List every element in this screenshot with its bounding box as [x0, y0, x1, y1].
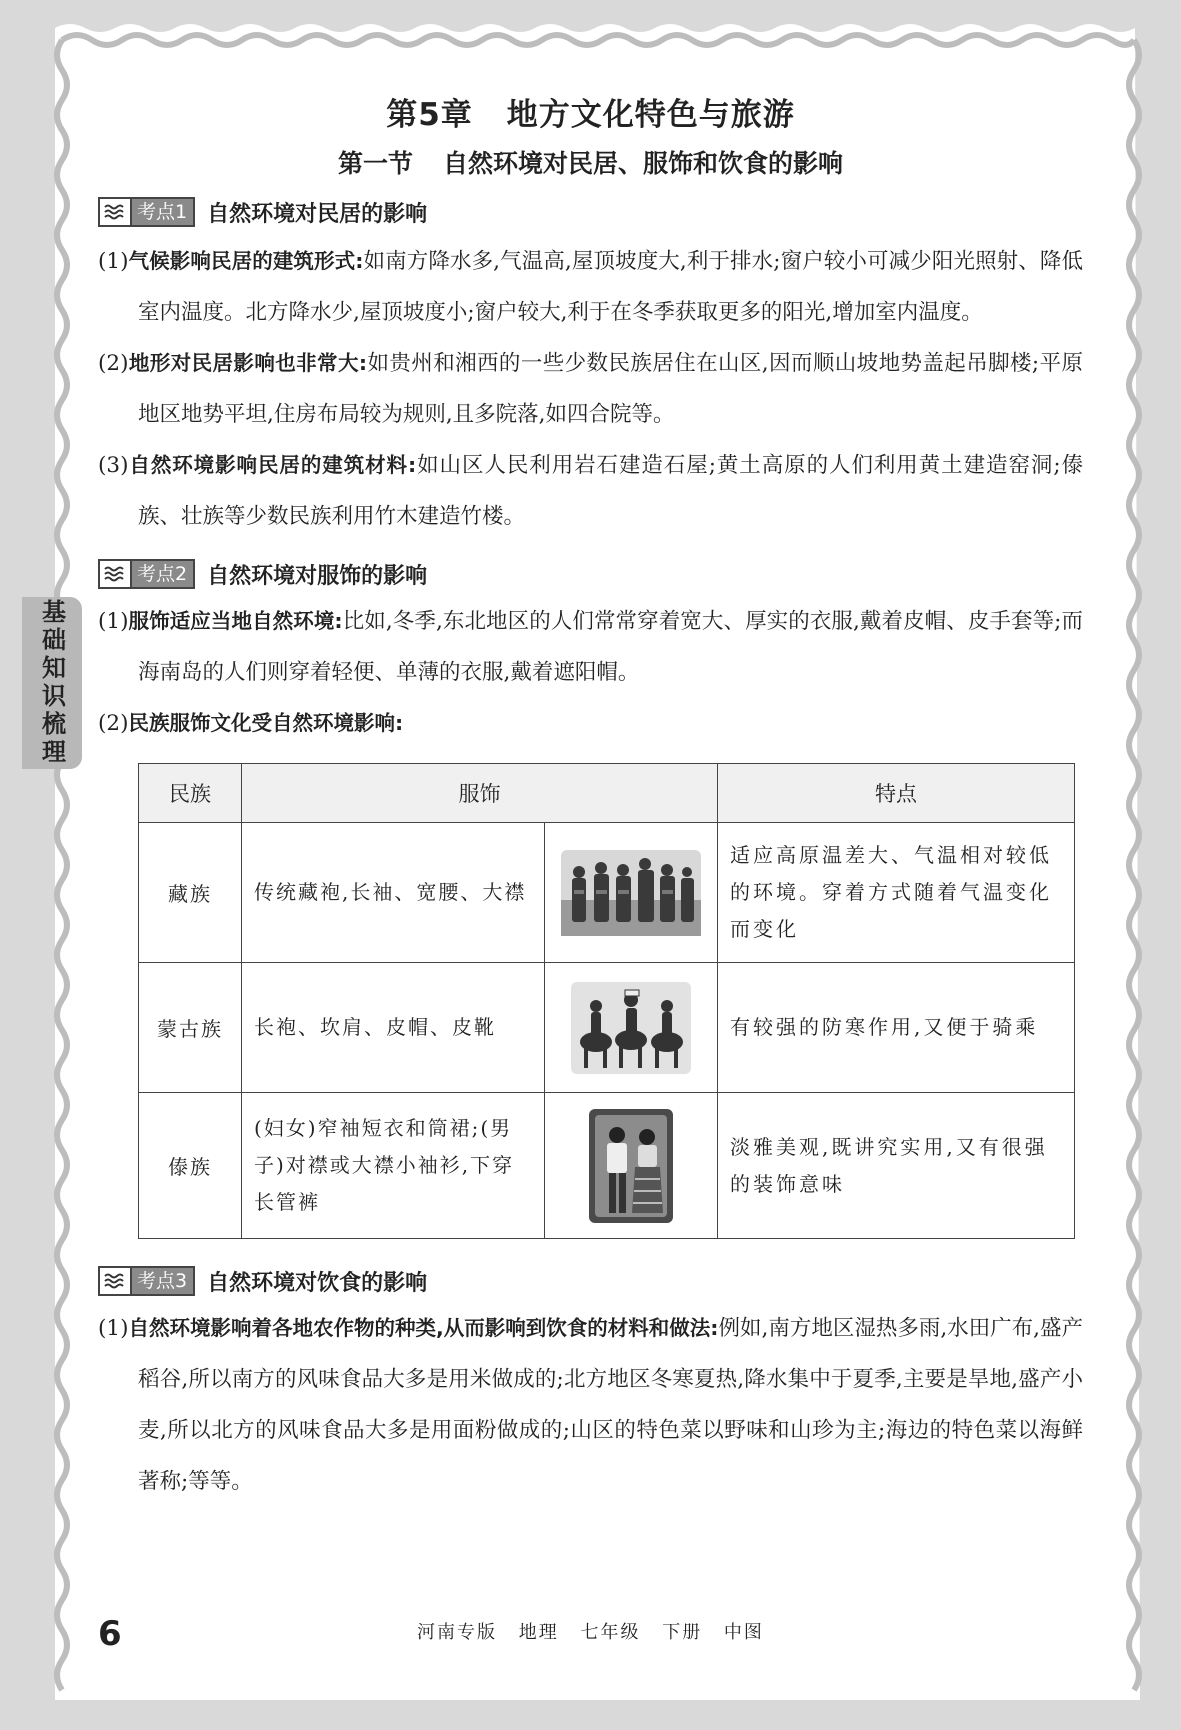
- kp1-title: 自然环境对民居的影响: [207, 201, 428, 227]
- clothing-cell: 长袍、坎肩、皮帽、皮靴: [242, 963, 545, 1093]
- kp2-badge: [98, 559, 195, 589]
- waves-icon: [100, 561, 132, 587]
- feature-cell: 淡雅美观,既讲究实用,又有很强的装饰意味: [718, 1093, 1075, 1239]
- photo-cell: [545, 963, 718, 1093]
- book-info: 河南专版 地理 七年级 下册 中图: [417, 1622, 764, 1643]
- kp1-item-3: (3)自然环境影响民居的建筑材料:如山区人民利用岩石建造石屋;黄土高原的人们利用黄土建造窑洞;傣族、壮族等少数民族利用竹木建造竹楼。: [98, 453, 1083, 529]
- clothing-cell: (妇女)窄袖短衣和筒裙;(男子)对襟或大襟小袖衫,下穿长管裤: [242, 1093, 545, 1239]
- chapter-title: [98, 92, 1083, 138]
- photo-cell: [545, 1093, 718, 1239]
- dai-clothing-photo: [589, 1109, 673, 1223]
- kp1-badge: [98, 197, 195, 227]
- kp2-item-1: (1)服饰适应当地自然环境:比如,冬季,东北地区的人们常常穿着宽大、厚实的衣服,戴着皮帽、皮手套等;而海南岛的人们则穿着轻便、单薄的衣服,戴着遮阳帽。: [98, 609, 1084, 685]
- kp3-heading: [98, 1263, 1083, 1299]
- kp3-badge: [98, 1266, 195, 1296]
- kp2-title: 自然环境对服饰的影响: [207, 563, 428, 589]
- header-ethnic: 民族: [139, 764, 242, 823]
- clothing-cell: 传统藏袍,长袖、宽腰、大襟: [242, 823, 545, 963]
- feature-cell: 适应高原温差大、气温相对较低的环境。穿着方式随着气温变化而变化: [718, 823, 1075, 963]
- clothing-table: [138, 763, 1075, 1239]
- section-number: 第一节: [337, 149, 413, 178]
- kp2-label: 考点2: [132, 561, 193, 587]
- chapter-name: 地方文化特色与旅游: [506, 97, 795, 133]
- chapter-number: 第5章: [386, 97, 473, 133]
- kp2-heading: [98, 556, 1083, 592]
- table-row: [139, 963, 1075, 1093]
- ethnic-cell: 傣族: [139, 1093, 242, 1239]
- tibetan-clothing-photo: [561, 850, 701, 936]
- side-tab-label: 基础知识梳理: [37, 599, 66, 767]
- ethnic-cell: 蒙古族: [139, 963, 242, 1093]
- kp3-label: 考点3: [132, 1268, 193, 1294]
- table-row: [139, 1093, 1075, 1239]
- kp2-item-2: (2)民族服饰文化受自然环境影响:: [98, 711, 404, 736]
- section-name: 自然环境对民居、服饰和饮食的影响: [443, 149, 844, 178]
- page-footer: [0, 1614, 1181, 1654]
- ethnic-cell: 藏族: [139, 823, 242, 963]
- table-header-row: [139, 764, 1075, 823]
- kp3-title: 自然环境对饮食的影响: [207, 1270, 428, 1296]
- mongolian-clothing-photo: [571, 982, 691, 1074]
- header-clothing: 服饰: [242, 764, 718, 823]
- table-row: [139, 823, 1075, 963]
- kp1-label: 考点1: [132, 199, 193, 225]
- kp1-heading: [98, 194, 1083, 230]
- kp3-item-1: (1)自然环境影响着各地农作物的种类,从而影响到饮食的材料和做法:例如,南方地区湿热多雨,水田广布,盛产稻谷,所以南方的风味食品大多是用米做成的;北方地区冬寒夏热,降水集中于夏季,主要是旱地,盛产小麦,所以北方的风味食品大多是用面粉做成的;山区的特色菜以野味和山珍为主;海边的特色菜以海鲜著称;等等。: [98, 1316, 1084, 1494]
- kp1-item-2: (2)地形对民居影响也非常大:如贵州和湘西的一些少数民族居住在山区,因而顺山坡地势盖起吊脚楼;平原地区地势平坦,住房布局较为规则,且多院落,如四合院等。: [98, 351, 1083, 427]
- header-feature: 特点: [718, 764, 1075, 823]
- photo-cell: [545, 823, 718, 963]
- page-number: 6: [98, 1614, 122, 1654]
- section-title: [98, 144, 1083, 184]
- kp1-item-1: (1)气候影响民居的建筑形式:如南方降水多,气温高,屋顶坡度大,利于排水;窗户较小可减少阳光照射、降低室内温度。北方降水少,屋顶坡度小;窗户较大,利于在冬季获取更多的阳光,增加室内温度。: [98, 249, 1083, 325]
- waves-icon: [100, 1268, 132, 1294]
- waves-icon: [100, 199, 132, 225]
- page-content: [98, 92, 1083, 1507]
- side-tab: [22, 597, 82, 769]
- feature-cell: 有较强的防寒作用,又便于骑乘: [718, 963, 1075, 1093]
